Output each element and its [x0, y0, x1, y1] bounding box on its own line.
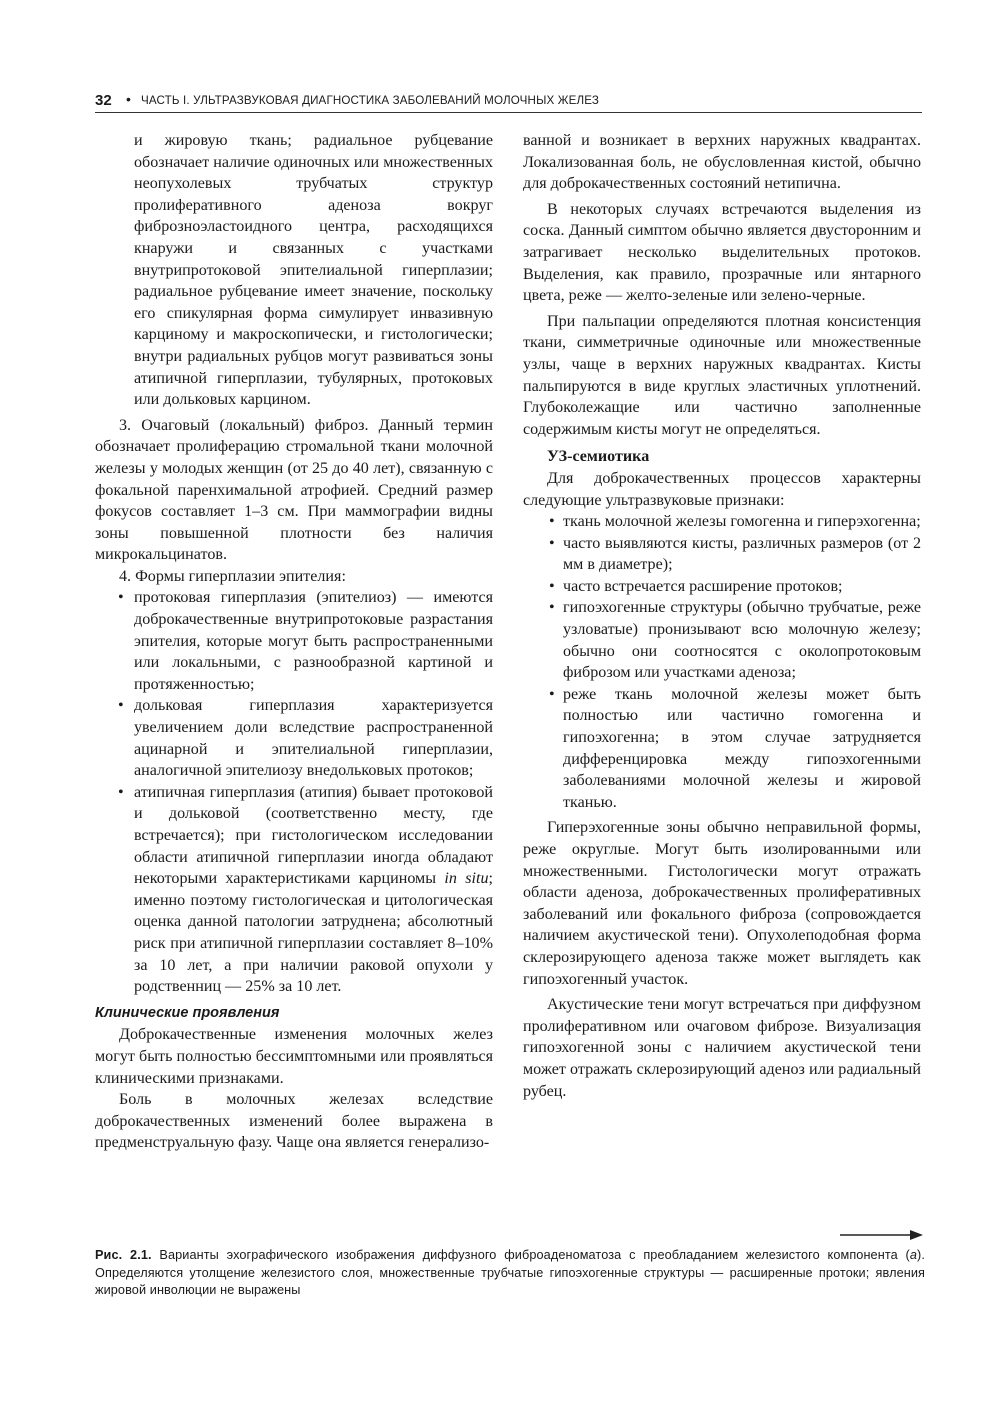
- caption-text: ). Определяются утолщение железистого слоя, множественные трубчатые гипоэхогенные структуры — расширенные протоки; явления жировой инволюции не выражены: [95, 1248, 925, 1297]
- list-item: • ткань молочной железы гомогенна и гиперэхогенна;: [523, 511, 921, 533]
- paragraph-clinical-1: Доброкачественные изменения молочных желез могут быть полностью бессимптомными или проявляться клиническими признаками.: [95, 1026, 493, 1087]
- paragraph-hyperechoic: Гиперэхогенные зоны обычно неправильной формы, реже округлые. Могут быть изолированными или множественными. Гистологически могут отражать области аденоза, доброкачественных пролиферативных заболеваний или фокального фиброза (сопровождается наличием акустической тени). Опухолеподобная форма склерозирующего аденоза также может выглядеть как гипоэхогенный участок.: [523, 819, 921, 988]
- list-item: • протоковая гиперплазия (эпителиоз) — имеются доброкачественные внутрипротоковые разрастания эпителия, которые могут быть распространенными или локальными, с разнообразной картиной и протяженностью;: [95, 587, 493, 695]
- right-column: [523, 130, 921, 1102]
- figure-caption: [95, 1247, 925, 1300]
- paragraph-acoustic-shadows: Акустические тени могут встречаться при диффузном пролиферативном или очаговом фиброзе. Визуализация гипоэхогенной зоны с наличием акустической тени может отражать склерозирующий аденоз или радиальный рубец.: [523, 996, 921, 1100]
- list-item: • часто выявляются кисты, различных размеров (от 2 мм в диаметре);: [523, 533, 921, 576]
- list-item: • часто встречается расширение протоков;: [523, 576, 921, 598]
- caption-text: Варианты эхографического изображения диффузного фиброаденоматоза с преобладанием железистого компонента (: [151, 1248, 910, 1262]
- left-column: [95, 130, 493, 1154]
- paragraph-continued: ванной и возникает в верхних наружных квадрантах. Локализованная боль, не обусловленная кистой, обычно для доброкачественных состояний нетипична.: [523, 132, 921, 193]
- paragraph-clinical-2: Боль в молочных железах вследствие доброкачественных изменений более выражена в предменструальную фазу. Чаще она является генерализо-: [95, 1091, 493, 1152]
- list-item: [95, 782, 493, 998]
- caption-italic: а: [909, 1248, 918, 1262]
- header-bullet: •: [126, 91, 131, 107]
- section-heading: Клинические проявления: [95, 1004, 280, 1021]
- paragraph-continued: и жировую ткань; радиальное рубцевание обозначает наличие одиночных или множественных неопухолевых трубчатых структур пролиферативного аденоза вокруг фиброзноэластоидного центра, расходящихся кнаружи и связанных с участками внутрипротоковой эпителиальной гиперплазии; радиальное рубцевание имеет значение, поскольку его спикулярная форма симулирует инвазивную карциному и макроскопически, и гистологически; внутри радиальных рубцов могут развиваться зоны атипичной гиперплазии, тубулярных, протоковых или дольковых карцином.: [134, 132, 493, 409]
- arrow-right-icon: [840, 1228, 924, 1242]
- running-header: [95, 90, 922, 113]
- page-number: 32: [95, 92, 112, 109]
- list-item: • дольковая гиперплазия характеризуется увеличением доли вследствие распространенной ацинарной и эпителиальной гиперплазии, аналогичной эпителиозу внедольковых протоков;: [95, 695, 493, 781]
- italic-term: in situ: [444, 870, 489, 888]
- hyperplasia-list: [95, 587, 493, 997]
- paragraph-palpation: При пальпации определяются плотная консистенция ткани, симметричные одиночные или множественные узлы, чаще в верхних наружных квадрантах. Кисты пальпируются в виде круглых эластичных уплотнений. Глубоколежащие или частично заполненные содержимым кисты могут не определяться.: [523, 312, 921, 438]
- figure-label: Рис. 2.1.: [95, 1248, 152, 1262]
- paragraph-us-signs: Для доброкачественных процессов характерны следующие ультразвуковые признаки:: [523, 469, 921, 509]
- us-signs-list: [523, 511, 921, 813]
- subheading-us-semiotics: УЗ-семиотика: [547, 448, 650, 466]
- list-item: • реже ткань молочной железы может быть полностью или частично гомогенна и гипоэхогенна; в этом случае затрудняется дифференцировка между гипоэхогенными заболеваниями молочной железы и жировой тканью.: [523, 684, 921, 814]
- paragraph-hyperplasia-forms: 4. Формы гиперплазии эпителия:: [119, 567, 346, 585]
- running-title: ЧАСТЬ I. УЛЬТРАЗВУКОВАЯ ДИАГНОСТИКА ЗАБОЛЕВАНИЙ МОЛОЧНЫХ ЖЕЛЕЗ: [141, 94, 600, 107]
- list-item-text: ; именно поэтому гистологическая и цитологическая оценка данной патологии затруднена; абсолютный риск при атипичной гиперплазии составляет 8–10% за 10 лет, а при наличии раковой опухоли у родственниц — 25% за 10 лет.: [134, 870, 494, 996]
- list-item: • гипоэхогенные структуры (обычно трубчатые, реже узловатые) пронизывают всю молочную железу; обычно они соотносятся с околопротоковым фиброзом или участками аденоза;: [523, 597, 921, 683]
- paragraph-discharge: В некоторых случаях встречаются выделения из соска. Данный симптом обычно является двусторонним и затрагивает несколько выделительных протоков. Выделения, как правило, прозрачные или янтарного цвета, реже — желто-зеленые или зелено-черные.: [523, 200, 921, 305]
- list-item-text: атипичная гиперплазия (атипия) бывает протоковой и дольковой (соответственно месту, где встречается); при гистологическом исследовании области атипичной гиперплазии иногда обладают некоторыми характеристиками карциномы: [134, 783, 493, 888]
- paragraph-focal-fibrosis: 3. Очаговый (локальный) фиброз. Данный термин обозначает пролиферацию стромальной ткани молочной железы у молодых женщин (от 25 до 40 лет), связанную с фокальной паренхимальной атрофией. Средний размер фокусов составляет 1–3 см. При маммографии видны зоны повышенной плотности без наличия микрокальцинатов.: [95, 416, 493, 564]
